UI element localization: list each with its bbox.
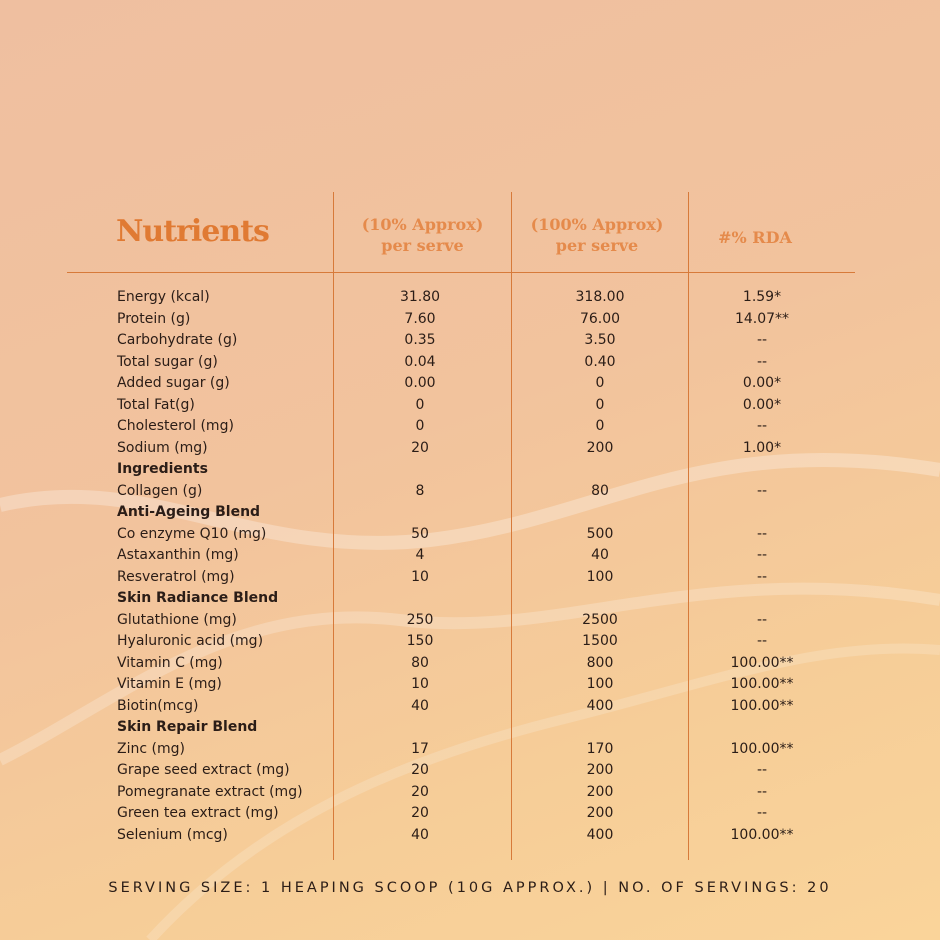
header-col-rda: #% RDA: [718, 228, 792, 247]
nutrient-name: Skin Repair Blend: [117, 719, 258, 735]
value-10pct: 0.35: [404, 332, 436, 348]
table-row: [0, 395, 940, 417]
value-100pct: 170: [586, 740, 614, 757]
header-col-10pct: [350, 214, 495, 256]
nutrient-name: Vitamin C (mg): [117, 654, 223, 671]
nutrient-name: Total Fat(g): [117, 396, 195, 413]
serving-size-footer: SERVING SIZE: 1 HEAPING SCOOP (10G APPROX.) | NO. OF SERVINGS: 20: [108, 880, 832, 896]
value-10pct: 20: [411, 783, 429, 800]
value-rda: --: [756, 805, 768, 821]
table-row: [0, 674, 940, 696]
value-rda: 1.59*: [742, 289, 782, 305]
nutrient-name: Added sugar (g): [117, 375, 230, 391]
table-row: [0, 524, 940, 546]
table-row: [0, 825, 940, 847]
header-col-100pct-line1: (100% Approx): [530, 215, 664, 234]
table-row: [0, 330, 940, 352]
value-10pct: 17: [411, 740, 429, 757]
value-rda: --: [756, 482, 768, 499]
value-100pct: 2500: [582, 611, 618, 628]
value-100pct: 500: [586, 525, 614, 542]
value-rda: 100.00**: [730, 740, 794, 757]
nutrient-name: Vitamin E (mg): [117, 676, 222, 692]
table-row: [0, 760, 940, 782]
table-row: [0, 373, 940, 395]
value-rda: 14.07**: [734, 310, 790, 327]
value-100pct: 40: [591, 547, 609, 563]
value-10pct: 40: [411, 697, 429, 714]
value-10pct: 31.80: [399, 289, 441, 305]
value-rda: 100.00**: [730, 676, 794, 692]
value-10pct: 150: [406, 633, 434, 649]
table-row: [0, 481, 940, 503]
header-col-10pct-line2: per serve: [381, 236, 464, 255]
section-heading-row: [0, 459, 940, 481]
value-10pct: 0.04: [404, 353, 436, 370]
value-10pct: 250: [406, 611, 434, 628]
nutrient-name: Ingredients: [117, 461, 208, 477]
value-100pct: 0.40: [584, 353, 616, 370]
value-10pct: 20: [411, 439, 429, 456]
section-heading-row: [0, 502, 940, 524]
value-100pct: 0: [595, 396, 605, 413]
value-10pct: 40: [411, 826, 429, 843]
value-100pct: 80: [591, 482, 609, 499]
value-10pct: 20: [411, 762, 429, 778]
value-rda: --: [756, 525, 768, 542]
value-100pct: 1500: [582, 633, 618, 649]
value-rda: --: [756, 332, 768, 348]
value-rda: --: [756, 783, 768, 800]
nutrient-name: Anti-Ageing Blend: [117, 504, 261, 520]
table-row: [0, 567, 940, 589]
table-row: [0, 545, 940, 567]
section-heading-row: [0, 717, 940, 739]
nutrient-name: Hyaluronic acid (mg): [117, 633, 264, 649]
value-rda: 100.00**: [730, 826, 794, 843]
header-col-100pct: [522, 214, 672, 256]
nutrient-name: Glutathione (mg): [117, 611, 237, 628]
value-100pct: 0: [595, 418, 605, 434]
value-rda: --: [756, 611, 768, 628]
nutrient-name: Grape seed extract (mg): [117, 762, 290, 778]
nutrient-name: Total sugar (g): [117, 353, 218, 370]
value-rda: --: [756, 547, 768, 563]
value-rda: --: [756, 353, 768, 370]
nutrient-name: Green tea extract (mg): [117, 805, 279, 821]
value-10pct: 80: [411, 654, 429, 671]
value-rda: --: [756, 762, 768, 778]
table-row: [0, 782, 940, 804]
nutrient-name: Biotin(mcg): [117, 697, 199, 714]
table-row: [0, 631, 940, 653]
nutrient-name: Sodium (mg): [117, 439, 208, 456]
value-10pct: 7.60: [404, 310, 436, 327]
nutrients-heading: Nutrients: [116, 214, 269, 249]
nutrient-name: Selenium (mcg): [117, 826, 228, 843]
nutrient-name: Cholesterol (mg): [117, 418, 234, 434]
value-rda: --: [756, 568, 768, 585]
table-row: [0, 438, 940, 460]
section-heading-row: [0, 588, 940, 610]
value-10pct: 50: [411, 525, 429, 542]
value-100pct: 76.00: [579, 310, 621, 327]
value-10pct: 0: [415, 396, 425, 413]
table-row: [0, 696, 940, 718]
value-100pct: 100: [586, 676, 614, 692]
value-10pct: 4: [415, 547, 425, 563]
nutrient-name: Carbohydrate (g): [117, 332, 238, 348]
header-divider: [67, 272, 855, 273]
table-row: [0, 610, 940, 632]
nutrition-table-body: [0, 287, 940, 846]
table-row: [0, 416, 940, 438]
value-100pct: 100: [586, 568, 614, 585]
value-10pct: 0.00: [404, 375, 436, 391]
value-rda: --: [756, 418, 768, 434]
value-rda: 100.00**: [730, 654, 794, 671]
value-100pct: 800: [586, 654, 614, 671]
value-rda: 0.00*: [742, 396, 782, 413]
value-100pct: 200: [586, 762, 614, 778]
table-row: [0, 653, 940, 675]
table-row: [0, 352, 940, 374]
nutrient-name: Energy (kcal): [117, 289, 210, 305]
value-100pct: 318.00: [575, 289, 625, 305]
table-row: [0, 803, 940, 825]
table-row: [0, 309, 940, 331]
nutrient-name: Pomegranate extract (mg): [117, 783, 303, 800]
header-col-100pct-line2: per serve: [555, 236, 639, 255]
value-10pct: 10: [411, 568, 429, 585]
value-rda: 1.00*: [742, 439, 782, 456]
table-row: [0, 287, 940, 309]
value-100pct: 400: [586, 697, 614, 714]
nutrient-name: Astaxanthin (mg): [117, 547, 239, 563]
nutrient-name: Zinc (mg): [117, 740, 185, 757]
value-rda: 0.00*: [742, 375, 782, 391]
value-100pct: 200: [586, 783, 614, 800]
value-100pct: 400: [586, 826, 614, 843]
nutrient-name: Protein (g): [117, 310, 191, 327]
table-row: [0, 739, 940, 761]
nutrient-name: Collagen (g): [117, 482, 203, 499]
nutrient-name: Skin Radiance Blend: [117, 590, 279, 606]
value-10pct: 0: [415, 418, 425, 434]
value-rda: --: [756, 633, 768, 649]
value-100pct: 200: [586, 439, 614, 456]
value-100pct: 3.50: [584, 332, 616, 348]
nutrient-name: Co enzyme Q10 (mg): [117, 525, 267, 542]
value-10pct: 10: [411, 676, 429, 692]
value-10pct: 8: [415, 482, 425, 499]
value-100pct: 0: [595, 375, 605, 391]
value-10pct: 20: [411, 805, 429, 821]
header-col-10pct-line1: (10% Approx): [361, 215, 484, 234]
nutrient-name: Resveratrol (mg): [117, 568, 235, 585]
value-rda: 100.00**: [730, 697, 794, 714]
value-100pct: 200: [586, 805, 614, 821]
